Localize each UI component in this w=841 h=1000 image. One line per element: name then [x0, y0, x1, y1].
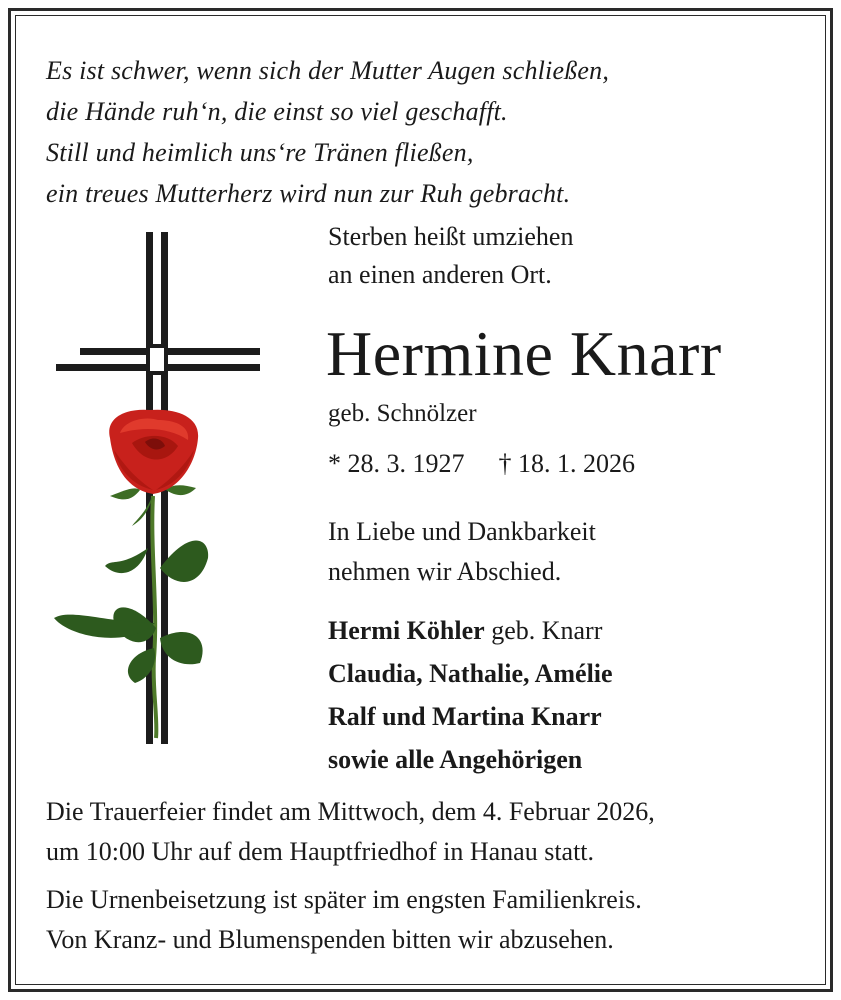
birth-date: * 28. 3. 1927 — [328, 449, 465, 478]
life-dates — [328, 446, 635, 482]
quote-line: Sterben heißt umziehen — [328, 222, 574, 251]
quote — [328, 218, 573, 294]
poem-line: ein treues Mutterherz wird nun zur Ruh gebracht. — [46, 179, 571, 208]
rose-icon — [109, 410, 198, 494]
rose-leaves — [54, 541, 208, 684]
service-info — [46, 792, 655, 872]
mourner-line — [328, 695, 613, 738]
urn-line: Die Urnenbeisetzung ist später im engsten Familienkreis. — [46, 885, 642, 914]
mourner-name: sowie alle Angehörigen — [328, 745, 583, 774]
farewell-text — [328, 512, 596, 592]
poem-line: die Hände ruh‘n, die einst so viel geschafft. — [46, 97, 508, 126]
service-line: um 10:00 Uhr auf dem Hauptfriedhof in Hanau statt. — [46, 837, 595, 866]
death-date: † 18. 1. 2026 — [498, 449, 635, 478]
mourners-list — [328, 609, 613, 781]
mourner-name: Claudia, Nathalie, Amélie — [328, 659, 613, 688]
urn-line: Von Kranz- und Blumenspenden bitten wir abzusehen. — [46, 925, 614, 954]
farewell-line: nehmen wir Abschied. — [328, 557, 562, 586]
cross-with-rose-image — [50, 228, 265, 748]
farewell-line: In Liebe und Dankbarkeit — [328, 517, 596, 546]
quote-line: an einen anderen Ort. — [328, 260, 552, 289]
poem — [46, 50, 609, 214]
service-line: Die Trauerfeier findet am Mittwoch, dem 4. Februar 2026, — [46, 797, 655, 826]
mourner-line — [328, 609, 613, 652]
mourner-name: Ralf und Martina Knarr — [328, 702, 602, 731]
mourner-name: Hermi Köhler — [328, 616, 485, 645]
maiden-name: geb. Schnölzer — [328, 400, 477, 427]
poem-line: Es ist schwer, wenn sich der Mutter Augen schließen, — [46, 56, 610, 85]
deceased-name: Hermine Knarr — [326, 318, 722, 389]
mourner-line — [328, 652, 613, 695]
mourner-line — [328, 738, 613, 781]
mourner-maiden: geb. Knarr — [484, 616, 603, 645]
urn-info — [46, 880, 642, 960]
poem-line: Still und heimlich uns‘re Tränen fließen, — [46, 138, 474, 167]
